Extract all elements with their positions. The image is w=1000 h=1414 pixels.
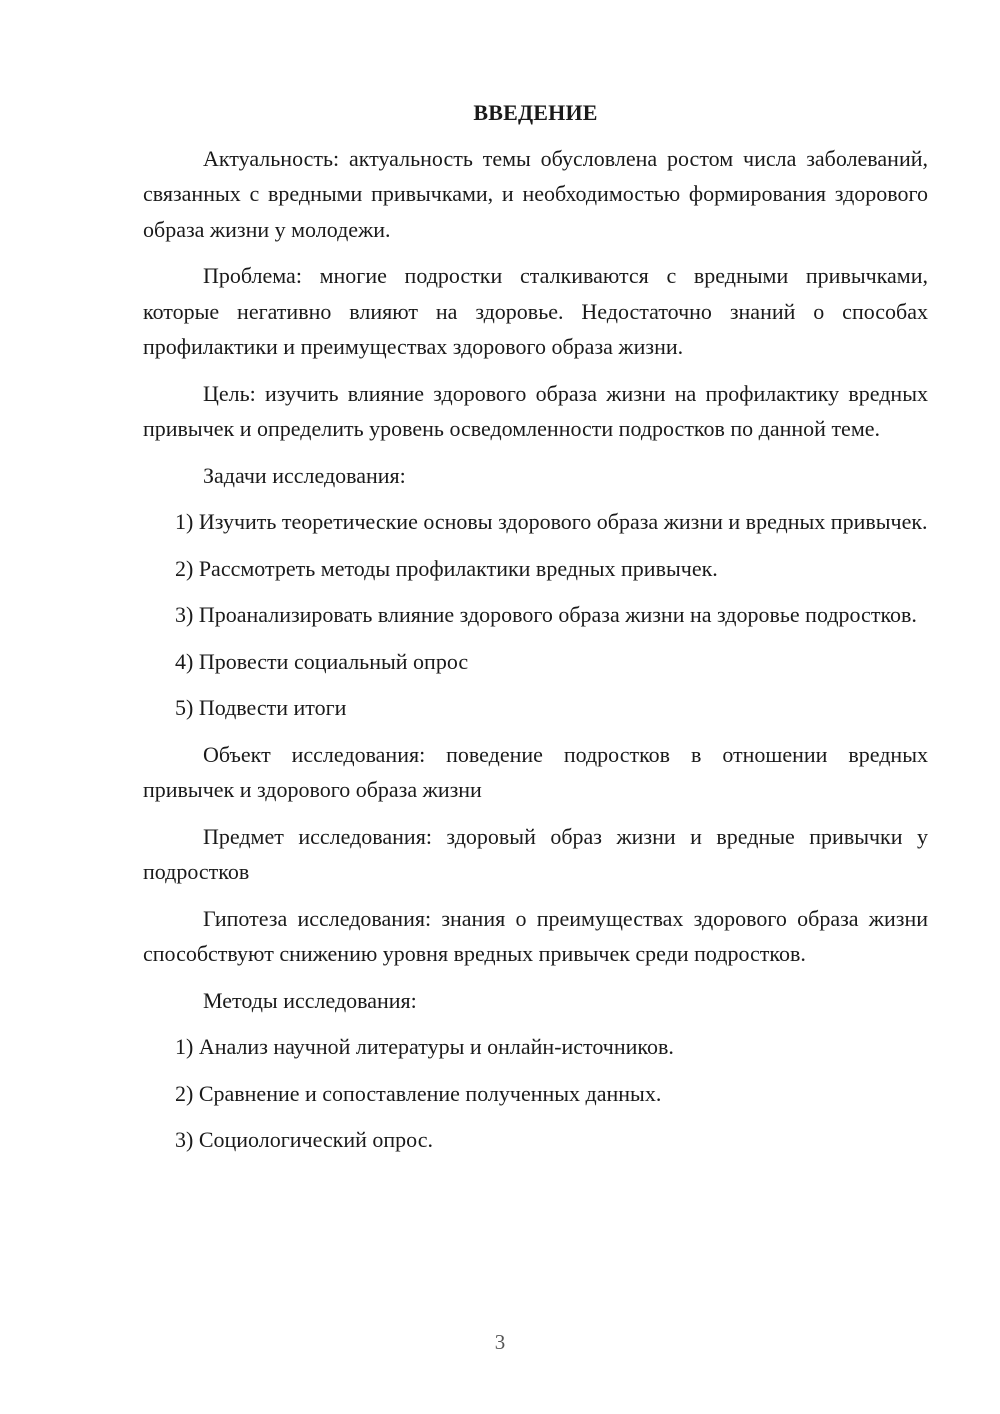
- object-paragraph: Объект исследования: поведение подростков в отношении вредных привычек и здорового образа жизни: [143, 741, 928, 802]
- hypothesis-paragraph: Гипотеза исследования: знания о преимуществах здорового образа жизни способствуют снижению уровня вредных привычек среди подростков.: [143, 905, 928, 966]
- document-page: [143, 95, 928, 1169]
- task-item-5: 5) Подвести итоги: [175, 695, 347, 720]
- subject-paragraph: Предмет исследования: здоровый образ жизни и вредные привычки у подростков: [143, 823, 928, 884]
- problem-paragraph: Проблема: многие подростки сталкиваются с вредными привычками, которые негативно влияют на здоровье. Недостаточно знаний о способах профилактики и преимуществах здорового образа жизни.: [143, 263, 928, 359]
- task-item-4: 4) Провести социальный опрос: [175, 648, 469, 674]
- tasks-heading: Задачи исследования:: [203, 462, 406, 488]
- relevance-paragraph: Актуальность: актуальность темы обусловлена ростом числа заболеваний, связанных с вредными привычками, и необходимостью формирования здорового образа жизни у молодежи.: [143, 145, 928, 242]
- method-item-3: 3) Социологический опрос.: [175, 1127, 433, 1152]
- task-item-3: 3) Проанализировать влияние здорового образа жизни на здоровье подростков.: [175, 602, 917, 627]
- methods-heading: Методы исследования:: [203, 987, 417, 1013]
- task-item-2: 2) Рассмотреть методы профилактики вредных привычек.: [175, 555, 718, 581]
- task-item-1: 1) Изучить теоретические основы здорового образа жизни и вредных привычек.: [175, 509, 928, 534]
- goal-paragraph: Цель: изучить влияние здорового образа жизни на профилактику вредных привычек и определить уровень осведомленности подростков по данной теме.: [143, 380, 928, 441]
- section-title: ВВЕДЕНИЕ: [473, 100, 598, 125]
- page-number: 3: [494, 1330, 506, 1354]
- method-item-2: 2) Сравнение и сопоставление полученных данных.: [175, 1080, 662, 1106]
- method-item-1: 1) Анализ научной литературы и онлайн-источников.: [175, 1034, 674, 1059]
